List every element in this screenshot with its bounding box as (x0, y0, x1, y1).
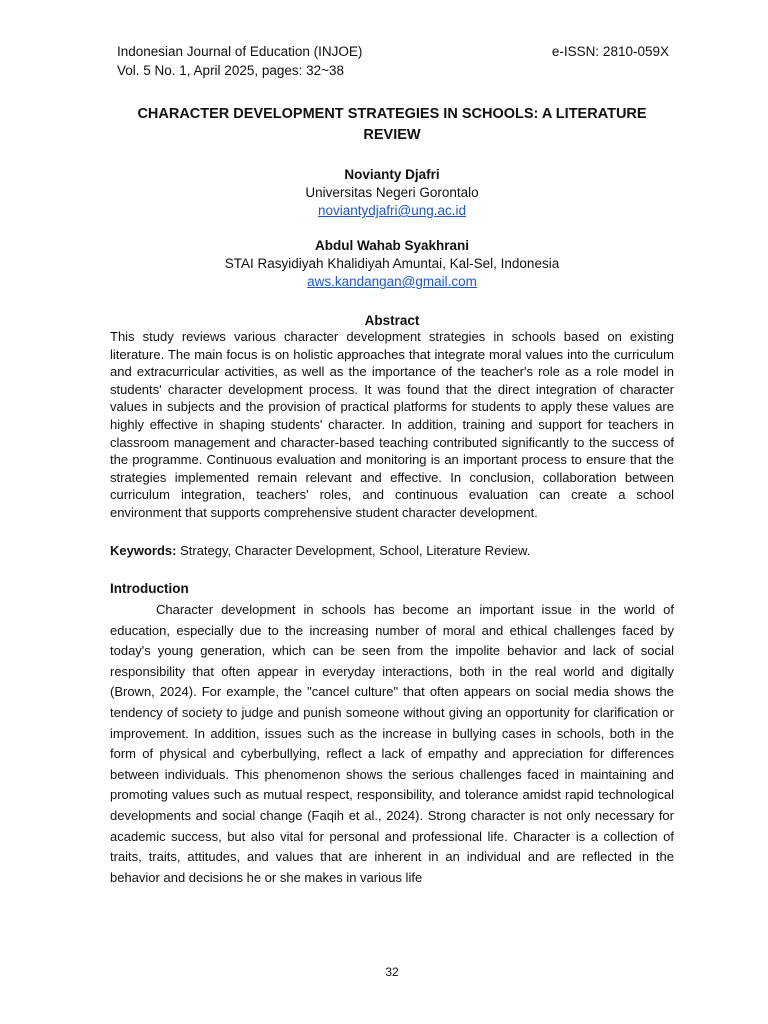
author-affiliation: STAI Rasyidiyah Khalidiyah Amuntai, Kal-Sel, Indonesia (224, 256, 560, 271)
introduction-text: Character development in schools has become an important issue in the world of education, especially due to the increasing number of moral and ethical challenges faced by today's young generation, which can be seen from the impolite behavior and lack of social responsibility that often appear in everyday interactions, both in the real world and digitally (Brown, 2024). For example, the "cancel culture" that often appears on social media shows the tendency of society to judge and punish someone without giving an opportunity for clarification or improvement. In addition, issues such as the increase in bullying cases in schools, both in the form of physical and cyberbullying, reflect a lack of empathy and appreciation for differences between individuals. This phenomenon shows the serious challenges faced in maintaining and promoting values such as mutual respect, responsibility, and tolerance amidst rapid technological developments and social change (Faqih et al., 2024). Strong character is not only necessary for academic success, but also vital for personal and professional life. Character is a collection of traits, traits, attitudes, and values that are inherent in an individual and are reflected in the behavior and decisions he or she makes in various life (110, 602, 674, 885)
keywords-text: Strategy, Character Development, School, Literature Review. (176, 543, 531, 558)
author-email-link[interactable]: noviantydjafri@ung.ac.id (317, 203, 467, 218)
journal-name: Indonesian Journal of Education (INJOE) (117, 44, 363, 59)
author-name: Novianty Djafri (344, 167, 440, 182)
title-line-1: CHARACTER DEVELOPMENT STRATEGIES IN SCHOOLS: A LITERATURE (137, 106, 647, 122)
abstract-text: This study reviews various character development strategies in schools based on existing literature. The main focus is on holistic approaches that integrate moral values into the curriculum and extracurricular activities, as well as the importance of the teacher's role as a role model in students' character development process. It was found that the direct integration of character values in subjects and the provision of practical platforms for students to apply these values are highly effective in shaping students' character. In addition, training and support for teachers in classroom management and character-based teaching contributed significantly to the success of the programme. Continuous evaluation and monitoring is an important process to ensure that the strategies implemented remain relevant and effective. In conclusion, collaboration between curriculum integration, teachers' roles, and continuous evaluation can create a school environment that supports comprehensive student character development. (110, 329, 674, 520)
keywords (110, 542, 674, 560)
title-line-2: REVIEW (363, 127, 421, 143)
introduction-heading: Introduction (110, 581, 189, 596)
author-affiliation: Universitas Negeri Gorontalo (305, 185, 479, 200)
author-email-link[interactable]: aws.kandangan@gmail.com (307, 274, 477, 289)
issn: e-ISSN: 2810-059X (551, 44, 669, 59)
paper-title (110, 104, 674, 146)
keywords-label: Keywords: (110, 543, 177, 558)
page-number: 32 (385, 965, 399, 979)
abstract-heading: Abstract (364, 313, 420, 328)
author-block-2 (110, 237, 674, 291)
author-name: Abdul Wahab Syakhrani (314, 238, 470, 253)
running-header (117, 42, 669, 80)
author-block-1 (110, 166, 674, 220)
volume-info: Vol. 5 No. 1, April 2025, pages: 32~38 (117, 63, 345, 78)
